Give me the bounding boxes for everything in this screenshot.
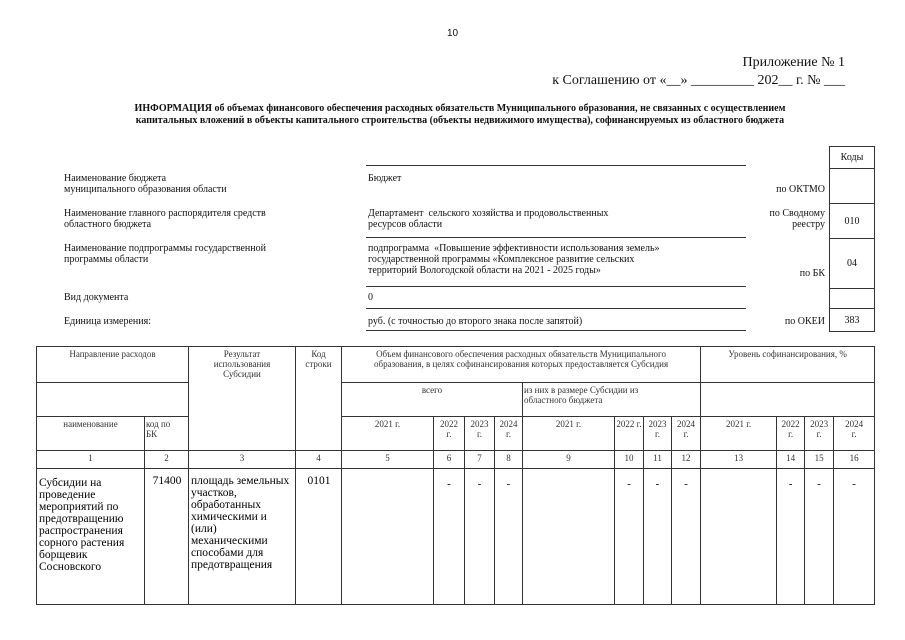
table-row: [37, 469, 875, 605]
header-subsidy: из них в размере Субсидии из областного бюджета: [523, 383, 701, 417]
administrator-value: Департамент сельского хозяйства и продовольственных ресурсов области: [368, 208, 609, 230]
column-number: 14: [777, 451, 805, 469]
header-name: наименование: [37, 417, 145, 451]
code-okei: 383: [830, 309, 875, 332]
header-total: всего: [342, 383, 523, 417]
year-header: 2021 г.: [342, 417, 434, 451]
year-header: 2022 г.: [615, 417, 644, 451]
column-number: 10: [615, 451, 644, 469]
year-header: 2023 г.: [465, 417, 495, 451]
row-name: Субсидии на проведение мероприятий по предотвращению распространения сорного растения борщевик Сосновского: [37, 469, 145, 605]
column-number: 5: [342, 451, 434, 469]
appendix-agreement: к Соглашению от «__» _________ 202__ г. № ___: [552, 73, 845, 88]
header-result: Результат использования Субсидии: [189, 347, 296, 451]
row-cell: -: [495, 469, 523, 605]
year-header: 2024 г.: [834, 417, 875, 451]
codes-header: Коды: [830, 147, 875, 169]
column-number: 4: [296, 451, 342, 469]
row-cell: -: [644, 469, 672, 605]
page-number: 10: [446, 28, 459, 39]
field-line: [366, 308, 746, 309]
oktmo-label: по ОКТМО: [776, 184, 825, 195]
row-cell: -: [434, 469, 465, 605]
subprogram-value: подпрограмма «Повышение эффективности использования земель» государственной программы «Комплексное развитие сельских территорий Вологодской области на 2021 - 2025 годы»: [368, 243, 660, 276]
header-direction: Направление расходов: [37, 347, 189, 383]
row-cell: [701, 469, 777, 605]
column-number: 9: [523, 451, 615, 469]
field-line: [366, 330, 746, 331]
row-cell: -: [805, 469, 834, 605]
financing-table: [36, 346, 875, 605]
doc-type-label: Вид документа: [64, 292, 129, 303]
column-number: 11: [644, 451, 672, 469]
header-volume: Объем финансового обеспечения расходных обязательств Муниципального образования, в целях софинансирования которых предоставляется Субсидия: [342, 347, 701, 383]
column-number: 6: [434, 451, 465, 469]
row-cell: -: [465, 469, 495, 605]
row-cell: -: [672, 469, 701, 605]
column-number: 3: [189, 451, 296, 469]
year-header: 2024 г.: [672, 417, 701, 451]
header-cofinancing-spacer: [701, 383, 875, 417]
header-kbk: код по БК: [145, 417, 189, 451]
codes-box: [829, 146, 875, 332]
column-number: 13: [701, 451, 777, 469]
year-header: 2022 г.: [777, 417, 805, 451]
field-line: [366, 286, 746, 287]
document-title-line1: ИНФОРМАЦИЯ об объемах финансового обеспечения расходных обязательств Муниципального образования, не связанных с осуществлением: [134, 103, 786, 114]
year-header: 2022 г.: [434, 417, 465, 451]
subprogram-label: Наименование подпрограммы государственной программы области: [64, 243, 266, 265]
header-cofinancing: Уровень софинансирования, %: [701, 347, 875, 383]
header-line-code: Код строки: [296, 347, 342, 451]
field-line: [366, 165, 746, 166]
row-cell: [523, 469, 615, 605]
row-cell: -: [834, 469, 875, 605]
header-direction-spacer: [37, 383, 189, 417]
appendix-title: Приложение № 1: [742, 55, 845, 70]
row-cell: -: [615, 469, 644, 605]
code-bk: 04: [830, 239, 875, 289]
row-cell: -: [777, 469, 805, 605]
budget-label: Наименование бюджета муниципального образования области: [64, 173, 227, 195]
unit-label: Единица измерения:: [64, 316, 151, 327]
year-header: 2023 г.: [805, 417, 834, 451]
column-number: 1: [37, 451, 145, 469]
bk-label: по БК: [799, 268, 825, 279]
year-header: 2021 г.: [523, 417, 615, 451]
column-number: 2: [145, 451, 189, 469]
column-number: 16: [834, 451, 875, 469]
row-result: площадь земельных участков, обработанных химическими и (или) механическими способами для предотвращения: [189, 469, 296, 605]
registry-label: по Сводному реестру: [769, 208, 825, 230]
year-header: 2023 г.: [644, 417, 672, 451]
column-number: 7: [465, 451, 495, 469]
okei-label: по ОКЕИ: [784, 316, 825, 327]
code-registry: 010: [830, 204, 875, 239]
unit-value: руб. (с точностью до второго знака после запятой): [368, 316, 583, 327]
document-title-line2: капитальных вложений в объекты капитального строительства (объекты недвижимого имущества), софинансируемых из областного бюджета: [135, 115, 785, 126]
row-cell: [342, 469, 434, 605]
document-title: [40, 103, 880, 127]
column-number: 15: [805, 451, 834, 469]
row-line-code: 0101: [296, 469, 342, 605]
code-oktmo: [830, 169, 875, 204]
code-doc-type: [830, 289, 875, 309]
field-line: [366, 237, 746, 238]
year-header: 2024 г.: [495, 417, 523, 451]
doc-type-value: 0: [368, 292, 373, 303]
row-kbk: 71400: [145, 469, 189, 605]
year-header: 2021 г.: [701, 417, 777, 451]
column-number: 12: [672, 451, 701, 469]
administrator-label: Наименование главного распорядителя средств областного бюджета: [64, 208, 266, 230]
column-number: 8: [495, 451, 523, 469]
budget-value: Бюджет: [368, 173, 402, 184]
